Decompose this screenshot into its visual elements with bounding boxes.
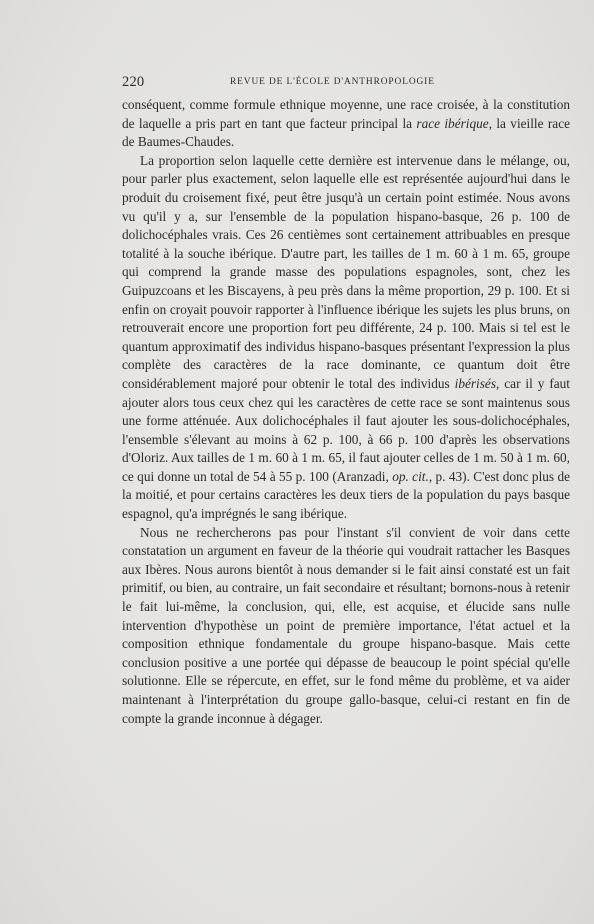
paragraph-1: [122, 96, 570, 152]
text-span: La proportion selon laquelle cette dernière est intervenue dans le mélange, ou, pour parler plus exactement, selon laquelle elle est représentée aujourd'hui dans le produit du croisement fixé, peut être jusqu'à un certain point estimée. Nous avons vu qu'il y a, sur l'ensemble de la population hispano-basque, 26 p. 100 de dolichocéphales vrais. Ces 26 centièmes sont certainement attribuables en presque totalité à la souche ibérique. D'autre part, les tailles de 1 m. 60 à 1 m. 65, groupe qui comprend la grande masse des populations espagnoles, sont, chez les Guipuzcoans et les Biscayens, à peu près dans la même proportion, 29 p. 100. Et si enfin on croyait pouvoir rapporter à l'influence ibérique les sujets les plus bruns, on retrouverait encore une proportion fort peu différente, 24 p. 100. Mais si tel est le quantum approximatif des individus hispano-basques présentant l'expression la plus complète des caractères de la race dominante, ce quantum doit être considérablement majoré pour obtenir le total des individus: [122, 152, 570, 391]
text-span: , p. 43). C'est donc plus de la moitié, et pour certains caractères les deux tiers de la population du pays basque espagnol, qu'a imprégnés le sang ibérique.: [122, 468, 571, 522]
page-header: [122, 74, 570, 92]
italic-text-span: ibérisés: [454, 375, 497, 391]
text-span: , car il y faut ajouter alors tous ceux chez qui les caractères de cette race se sont maintenus sous une forme atténuée. Aux dolichocéphales il faut ajouter les sous-dolichocéphales, l'ensemble s'élevant au moins à 62 p. 100, à 66 p. 100 d'après les observations d'Oloriz. Aux tailles de 1 m. 60 à 1 m. 65, il faut ajouter celles de 1 m. 50 à 1 m. 60, ce qui donne un total de 54 à 55 p. 100 (Aranzadi,: [122, 375, 571, 484]
body-text: [122, 96, 570, 728]
text-span: conséquent, comme formule ethnique moyenne, une race croisée, à la constitution de laquelle a pris part en tant que facteur principal la: [122, 97, 570, 131]
text-span: Nous ne rechercherons pas pour l'instant s'il convient de voir dans cette constatation un argument en faveur de la théorie qui voudrait rattacher les Basques aux Ibères. Nous aurons bientôt à nous demander si le fait ainsi constaté est un fait primitif, ou bien, au contraire, un fait secondaire et résultant; bornons-nous à retenir le fait lui-même, la conclusion, qui, elle, est acquise, et élucide sans nulle intervention d'hypothèse un point de première importance, l'état actuel et la composition ethnique fondamentale du groupe hispano-basque. Mais cette conclusion positive a une portée qui dépasse de beaucoup le point spécial qu'elle solutionne. Elle se répercute, en effet, sur le fond même du problème, et va aider maintenant à l'interprétation du groupe gallo-basque, celui-ci restant en fin de compte la grande inconnue à dégager.: [122, 524, 570, 726]
paragraph-2: [122, 152, 570, 524]
page-number: 220: [122, 74, 145, 90]
italic-text-span: race ibérique: [416, 115, 489, 131]
italic-text-span: op. cit.: [392, 468, 429, 484]
paragraph-3: [122, 524, 570, 729]
running-head: REVUE DE L'ÉCOLE D'ANTHROPOLOGIE: [230, 77, 435, 87]
text-span: , la vieille race de Baumes-Chaudes.: [122, 115, 571, 150]
